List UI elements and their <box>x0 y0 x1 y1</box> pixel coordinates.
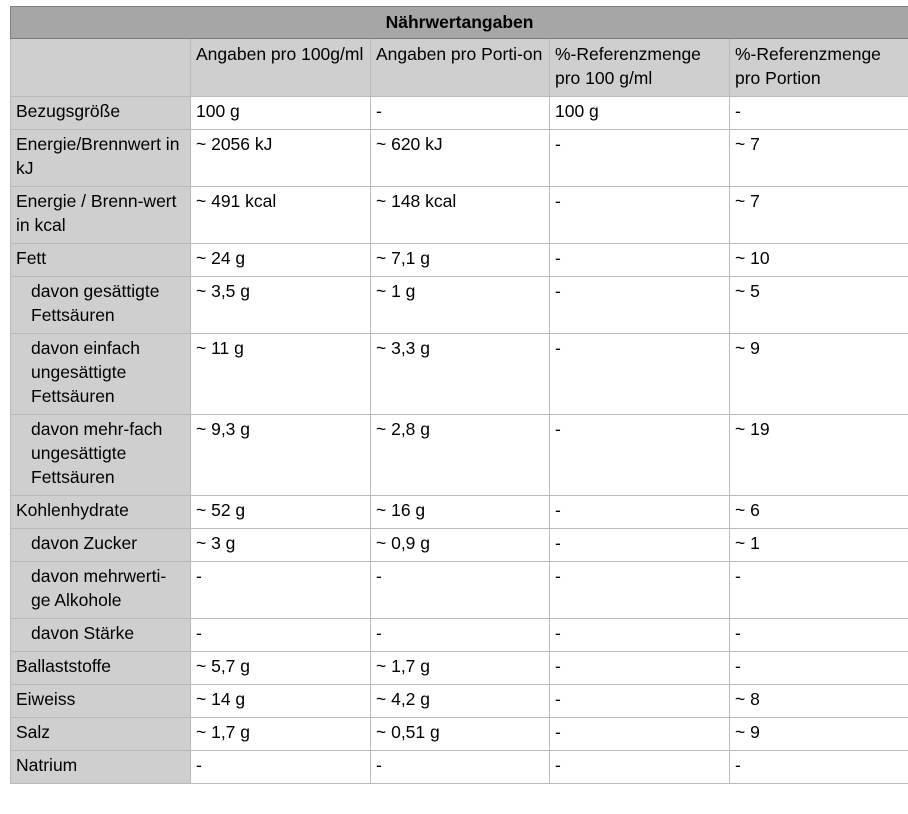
table-cell: - <box>371 562 550 619</box>
table-cell: - <box>550 187 730 244</box>
table-cell: ~ 11 g <box>191 334 371 415</box>
row-label: Eiweiss <box>11 685 191 718</box>
table-cell: ~ 6 <box>730 496 908 529</box>
row-label: Kohlenhydrate <box>11 496 191 529</box>
table-cell: - <box>730 562 908 619</box>
table-cell: ~ 4,2 g <box>371 685 550 718</box>
table-row <box>11 97 908 130</box>
table-cell: ~ 491 kcal <box>191 187 371 244</box>
title-row <box>11 7 908 39</box>
table-cell: ~ 3,5 g <box>191 277 371 334</box>
table-cell: ~ 16 g <box>371 496 550 529</box>
table-row <box>11 562 908 619</box>
table-cell: ~ 1 <box>730 529 908 562</box>
table-cell: - <box>371 619 550 652</box>
table-cell: ~ 19 <box>730 415 908 496</box>
table-cell: - <box>371 97 550 130</box>
table-cell: ~ 1,7 g <box>191 718 371 751</box>
row-label: Ballaststoffe <box>11 652 191 685</box>
table-cell: - <box>191 619 371 652</box>
row-label: davon einfach ungesättigte Fettsäuren <box>11 334 191 415</box>
table-cell: ~ 3 g <box>191 529 371 562</box>
table-cell: ~ 148 kcal <box>371 187 550 244</box>
row-label: Bezugsgröße <box>11 97 191 130</box>
table-row <box>11 187 908 244</box>
table-cell: - <box>550 619 730 652</box>
row-label: davon mehrwerti-ge Alkohole <box>11 562 191 619</box>
table-row <box>11 529 908 562</box>
table-body <box>11 97 908 784</box>
table-cell: - <box>191 751 371 784</box>
row-label: Energie / Brenn-wert in kcal <box>11 187 191 244</box>
table-cell: ~ 0,51 g <box>371 718 550 751</box>
table-cell: - <box>550 562 730 619</box>
table-cell: - <box>730 751 908 784</box>
table-cell: - <box>550 130 730 187</box>
table-cell: - <box>730 619 908 652</box>
row-label: davon Stärke <box>11 619 191 652</box>
table-cell: - <box>730 97 908 130</box>
table-cell: - <box>550 334 730 415</box>
row-label: davon Zucker <box>11 529 191 562</box>
table-cell: ~ 620 kJ <box>371 130 550 187</box>
row-label: Energie/Brennwert in kJ <box>11 130 191 187</box>
table-cell: - <box>371 751 550 784</box>
table-cell: - <box>550 685 730 718</box>
table-row <box>11 130 908 187</box>
table-row <box>11 415 908 496</box>
header-corner <box>11 39 191 97</box>
table-cell: 100 g <box>191 97 371 130</box>
table-cell: - <box>550 415 730 496</box>
header-row <box>11 39 908 97</box>
table-cell: - <box>550 496 730 529</box>
table-cell: ~ 0,9 g <box>371 529 550 562</box>
table-cell: - <box>550 751 730 784</box>
table-cell: ~ 7 <box>730 130 908 187</box>
table-cell: - <box>730 652 908 685</box>
table-cell: - <box>550 652 730 685</box>
table-row <box>11 619 908 652</box>
table-cell: ~ 8 <box>730 685 908 718</box>
table-cell: - <box>191 562 371 619</box>
table-cell: - <box>550 277 730 334</box>
table-cell: ~ 1 g <box>371 277 550 334</box>
table-row <box>11 496 908 529</box>
table-cell: 100 g <box>550 97 730 130</box>
table-cell: ~ 9,3 g <box>191 415 371 496</box>
table-cell: - <box>550 529 730 562</box>
table-row <box>11 718 908 751</box>
table-row <box>11 244 908 277</box>
table-cell: ~ 1,7 g <box>371 652 550 685</box>
row-label: Fett <box>11 244 191 277</box>
table-title: Nährwertangaben <box>11 7 908 39</box>
table-cell: ~ 5,7 g <box>191 652 371 685</box>
table-cell: ~ 9 <box>730 718 908 751</box>
header-ri-per-100g: %-Referenzmenge pro 100 g/ml <box>550 39 730 97</box>
table-cell: ~ 24 g <box>191 244 371 277</box>
table-cell: ~ 52 g <box>191 496 371 529</box>
row-label: davon gesättigte Fettsäuren <box>11 277 191 334</box>
table-cell: - <box>550 718 730 751</box>
table-cell: ~ 2056 kJ <box>191 130 371 187</box>
nutrition-table <box>10 6 908 784</box>
header-per-100g: Angaben pro 100g/ml <box>191 39 371 97</box>
table-cell: ~ 7,1 g <box>371 244 550 277</box>
row-label: Salz <box>11 718 191 751</box>
table-row <box>11 685 908 718</box>
table-row <box>11 751 908 784</box>
table-row <box>11 334 908 415</box>
table-cell: - <box>550 244 730 277</box>
table-cell: ~ 10 <box>730 244 908 277</box>
table-cell: ~ 3,3 g <box>371 334 550 415</box>
table-row <box>11 652 908 685</box>
row-label: davon mehr-fach ungesättigte Fettsäuren <box>11 415 191 496</box>
table-cell: ~ 14 g <box>191 685 371 718</box>
table-cell: ~ 9 <box>730 334 908 415</box>
row-label: Natrium <box>11 751 191 784</box>
header-per-portion: Angaben pro Porti-on <box>371 39 550 97</box>
table-row <box>11 277 908 334</box>
table-cell: ~ 2,8 g <box>371 415 550 496</box>
header-ri-per-portion: %-Referenzmenge pro Portion <box>730 39 908 97</box>
table-cell: ~ 5 <box>730 277 908 334</box>
table-cell: ~ 7 <box>730 187 908 244</box>
